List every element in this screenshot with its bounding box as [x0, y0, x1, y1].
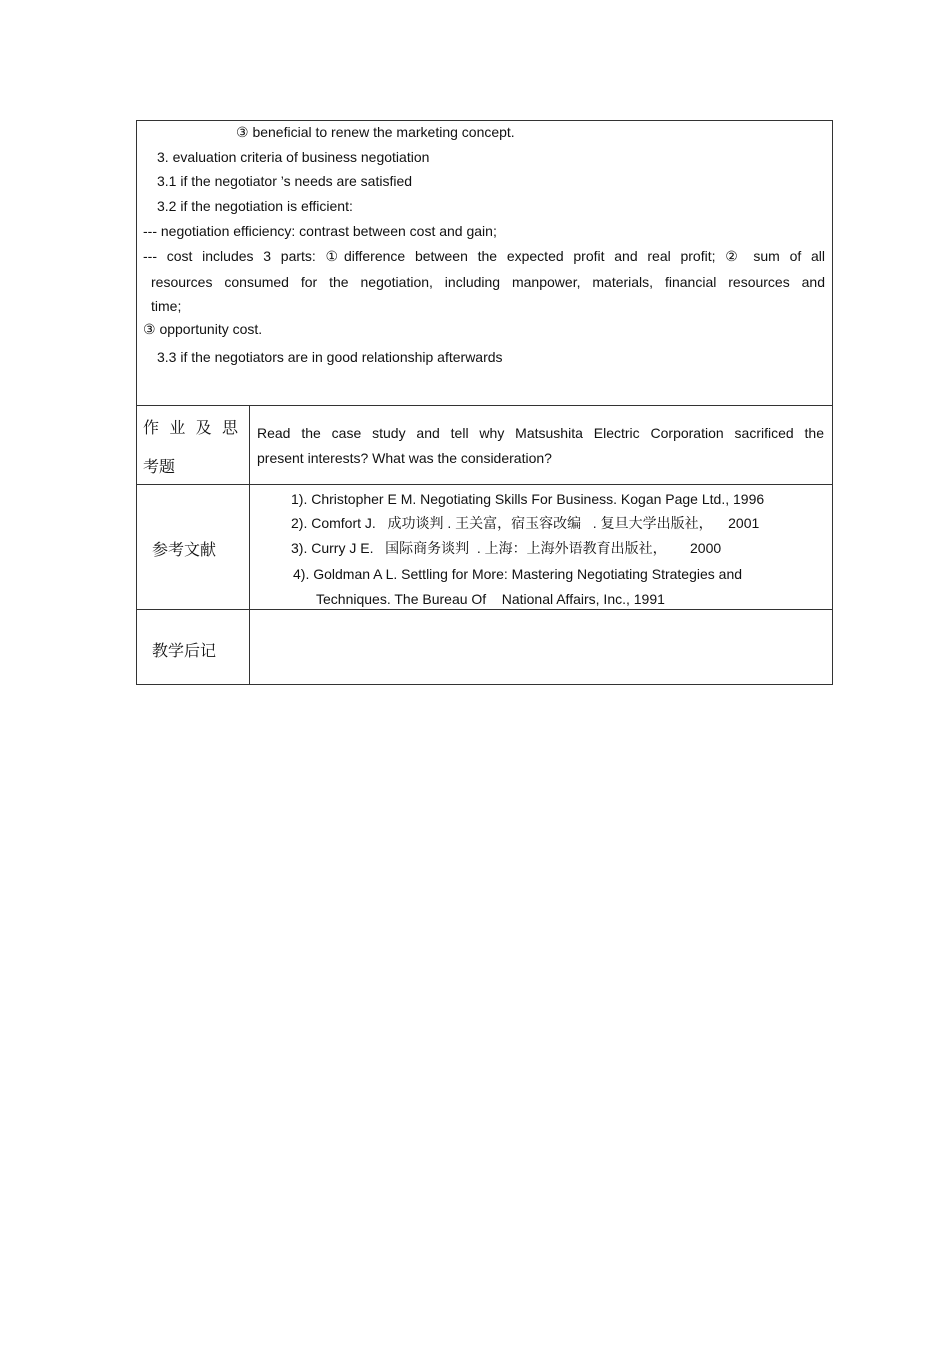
column-divider [249, 405, 250, 685]
row-divider [136, 405, 833, 406]
reference-item: 4). Goldman A L. Settling for More: Mastering Negotiating Strategies and [293, 566, 743, 582]
homework-text: present interests? What was the consideration? [257, 450, 552, 466]
content-line: 3.1 if the negotiator ’s needs are satisfied [157, 173, 413, 189]
content-line: time; [151, 298, 182, 314]
reference-item: 2). Comfort J. 成功谈判 . 王关富，宿玉容改编 . 复旦大学出版社， 2001 [291, 515, 760, 531]
notes-label: 教学后记 [152, 641, 217, 660]
reference-item: 1). Christopher E M. Negotiating Skills For Business. Kogan Page Ltd., 1996 [291, 491, 765, 507]
content-line: --- cost includes 3 parts: ①difference between the expected profit and real profit; ② sum of all [143, 248, 825, 264]
content-line: --- negotiation efficiency: contrast between cost and gain; [143, 223, 497, 239]
homework-label: 考题 [143, 457, 176, 476]
homework-text: Read the case study and tell why Matsushita Electric Corporation sacrificed the [257, 425, 824, 441]
table-border-bottom [136, 684, 833, 685]
homework-label: 作 业 及 思 [143, 418, 238, 437]
references-label: 参考文献 [152, 540, 217, 559]
reference-item: Techniques. The Bureau Of National Affairs, Inc., 1991 [316, 591, 665, 607]
content-line: 3.3 if the negotiators are in good relationship afterwards [157, 349, 503, 365]
table-border-top [136, 120, 833, 121]
table-border-left [136, 120, 137, 685]
reference-item: 3). Curry J E. 国际商务谈判 . 上海：上海外语教育出版社， 2000 [291, 540, 722, 556]
content-line: 3.2 if the negotiation is efficient: [157, 198, 353, 214]
content-line: ③ beneficial to renew the marketing concept. [236, 124, 515, 140]
row-divider [136, 484, 833, 485]
content-line: resources consumed for the negotiation, including manpower, materials, financial resources and [151, 274, 825, 290]
row-divider [136, 609, 833, 610]
content-line: 3. evaluation criteria of business negotiation [157, 149, 430, 165]
table-border-right [832, 120, 833, 685]
content-line: ③ opportunity cost. [143, 321, 263, 337]
